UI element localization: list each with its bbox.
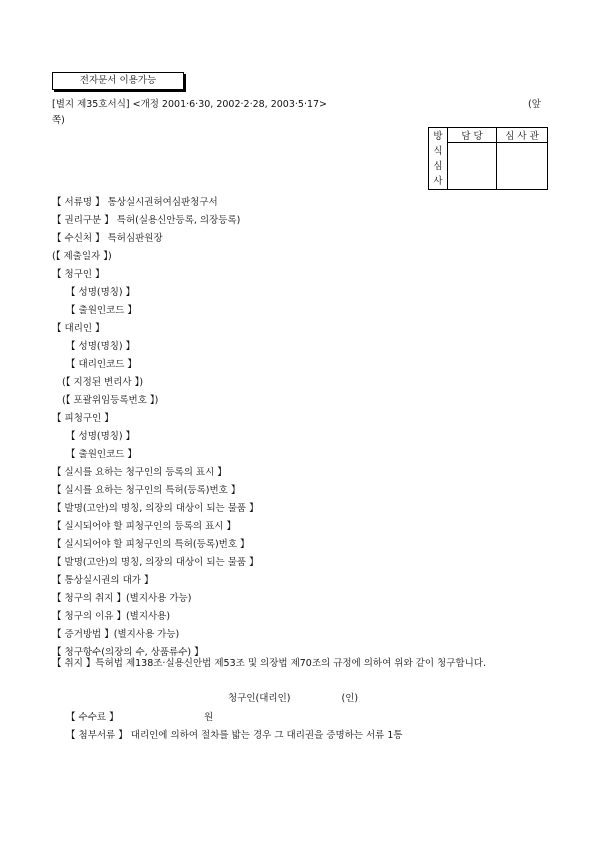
field-evidence: 【 증거방법 】(별지사용 가능) [52, 629, 180, 640]
field-claim-purpose: 【 청구의 취지 】(별지사용 가능) [52, 593, 192, 604]
field-petitioner-registration: 【 실시를 요하는 청구인의 등록의 표시 】 [52, 467, 227, 478]
field-submission-date: (【 제출일자 】) [52, 251, 112, 262]
approval-examiner-cell [497, 143, 548, 190]
field-agent-name: 【 성명(명칭) 】 [66, 341, 136, 352]
signature-label: 청구인(대리인) [228, 693, 291, 704]
field-petitioner-patent-number: 【 실시를 요하는 청구인의 특허(등록)번호 】 [52, 485, 241, 496]
field-petitioner-name: 【 성명(명칭) 】 [66, 287, 136, 298]
form-number-line: [별지 제35호서식] <개정 2001·6·30, 2002·2·28, 2003·5·17> [52, 99, 328, 110]
form-fields [52, 194, 552, 662]
field-agent: 【 대리인 】 [52, 323, 105, 334]
field-right-type: 【 권리구분 】 특허(실용신안등록, 의장등록) [52, 215, 241, 226]
field-petitioner-code: 【 출원인코드 】 [66, 305, 137, 316]
purpose-statement: 【 취지 】특허법 제138조·실용신안법 제53조 및 의장법 제70조의 규정에 의하여 위와 같이 청구합니다. [52, 658, 486, 669]
field-agent-code: 【 대리인코드 】 [66, 359, 137, 370]
page-side-label: (앞 [528, 99, 541, 110]
field-petitioner: 【 청구인 】 [52, 269, 105, 280]
field-respondent-code: 【 출원인코드 】 [66, 449, 137, 460]
field-petitioner-invention-title: 【 발명(고안)의 명칭, 의장의 대상이 되는 물품 】 [52, 503, 259, 514]
field-claim-reason: 【 청구의 이유 】(별지사용) [52, 611, 171, 622]
field-recipient: 【 수신처 】 특허심판원장 [52, 233, 163, 244]
field-general-power-number: (【 포괄위임등록번호 】) [62, 395, 159, 406]
field-claim-count: 【 청구항수(의장의 수, 상품류수) 】 [52, 647, 204, 658]
electronic-document-tag: 전자문서 이용가능 [52, 72, 184, 90]
field-document-name: 【 서류명 】 통상실시권허여심판청구서 [52, 197, 218, 208]
fee-line [66, 709, 214, 723]
field-respondent-invention-title: 【 발명(고안)의 명칭, 의장의 대상이 되는 물품 】 [52, 557, 259, 568]
field-respondent-patent-number: 【 실시되어야 할 피청구인의 특허(등록)번호 】 [52, 539, 250, 550]
signature-line [228, 690, 358, 704]
field-license-consideration: 【 통상실시권의 대가 】 [52, 575, 154, 586]
approval-staff-cell [448, 143, 497, 190]
approval-examiner-header: 심 사 관 [497, 128, 548, 143]
approval-method-label: 방 식 심 사 [429, 128, 448, 190]
page-side-label-cont: 쪽) [52, 115, 65, 126]
seal-mark: (인) [341, 693, 359, 704]
field-respondent-registration: 【 실시되어야 할 피청구인의 등록의 표시 】 [52, 521, 236, 532]
field-respondent-name: 【 성명(명칭) 】 [66, 431, 136, 442]
field-designated-attorney: (【 지정된 변리사 】) [62, 377, 144, 388]
approval-table [428, 127, 548, 190]
fee-label: 【 수수료 】 [66, 712, 119, 723]
field-respondent: 【 피청구인 】 [52, 413, 114, 424]
attachment-line: 【 첨부서류 】 대리인에 의하여 절차를 밟는 경우 그 대리권을 증명하는 서류 1통 [66, 730, 403, 741]
approval-staff-header: 담 당 [448, 128, 497, 143]
fee-unit: 원 [204, 712, 214, 723]
